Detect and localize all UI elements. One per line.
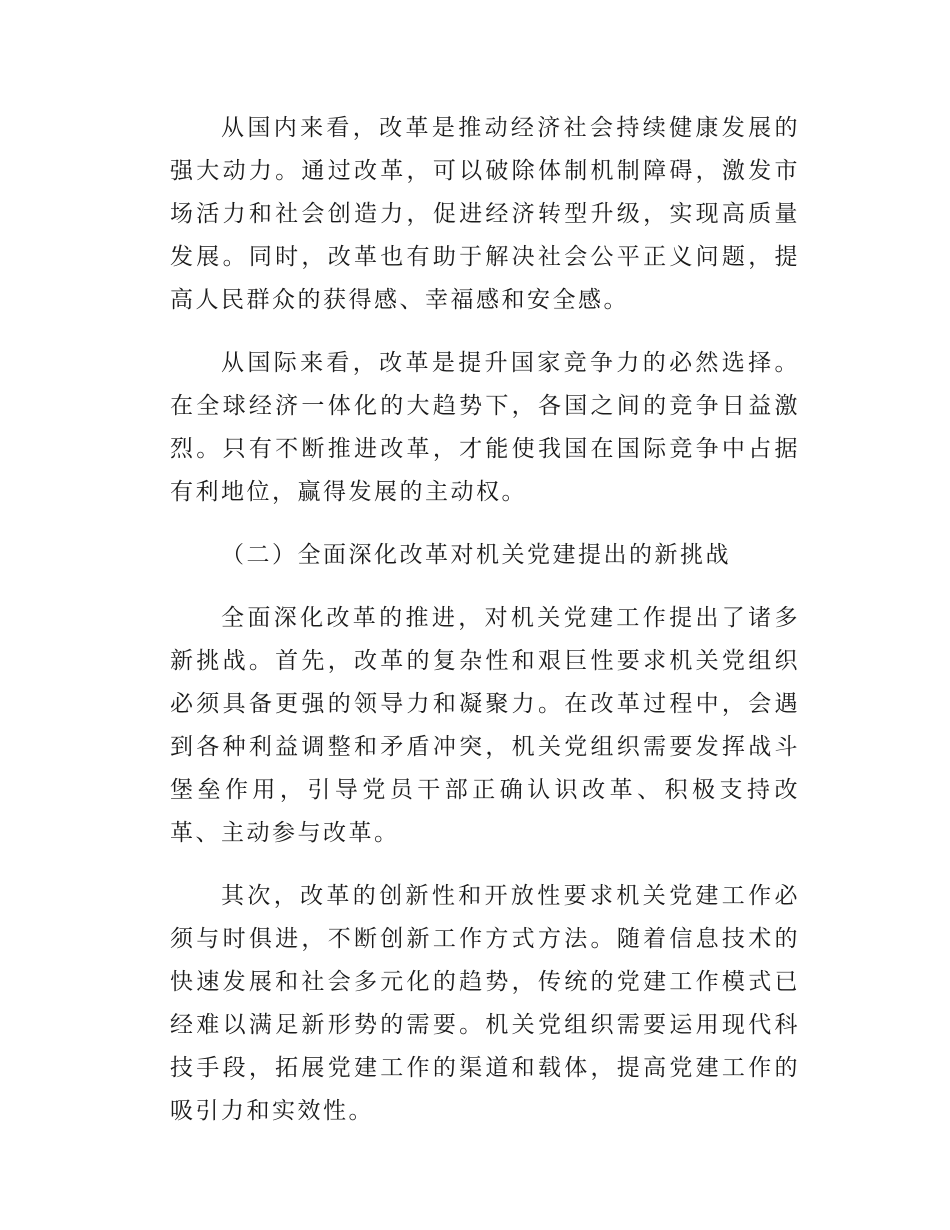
paragraph-domestic: 从国内来看，改革是推动经济社会持续健康发展的强大动力。通过改革，可以破除体制机制障碍，激发市场活力和社会创造力，促进经济转型升级，实现高质量发展。同时，改革也有助于解决社会公平正义问题，提高人民群众的获得感、幸福感和安全感。	[170, 115, 800, 313]
paragraph-international: 从国际来看，改革是提升国家竞争力的必然选择。在全球经济一体化的大趋势下，各国之间的竞争日益激烈。只有不断推进改革，才能使我国在国际竞争中占据有利地位，赢得发展的主动权。	[170, 350, 800, 505]
paragraph-challenges-second: 其次，改革的创新性和开放性要求机关党建工作必须与时俱进，不断创新工作方式方法。随着信息技术的快速发展和社会多元化的趋势，传统的党建工作模式已经难以满足新形势的需要。机关党组织需要运用现代科技手段，拓展党建工作的渠道和载体，提高党建工作的吸引力和实效性。	[170, 883, 800, 1124]
paragraph-challenges-first: 全面深化改革的推进，对机关党建工作提出了诸多新挑战。首先，改革的复杂性和艰巨性要求机关党组织必须具备更强的领导力和凝聚力。在改革过程中，会遇到各种利益调整和矛盾冲突，机关党组织需要发挥战斗堡垒作用，引导党员干部正确认识改革、积极支持改革、主动参与改革。	[170, 605, 800, 846]
section-heading: （二）全面深化改革对机关党建提出的新挑战	[221, 542, 731, 568]
document-body	[170, 107, 800, 1133]
